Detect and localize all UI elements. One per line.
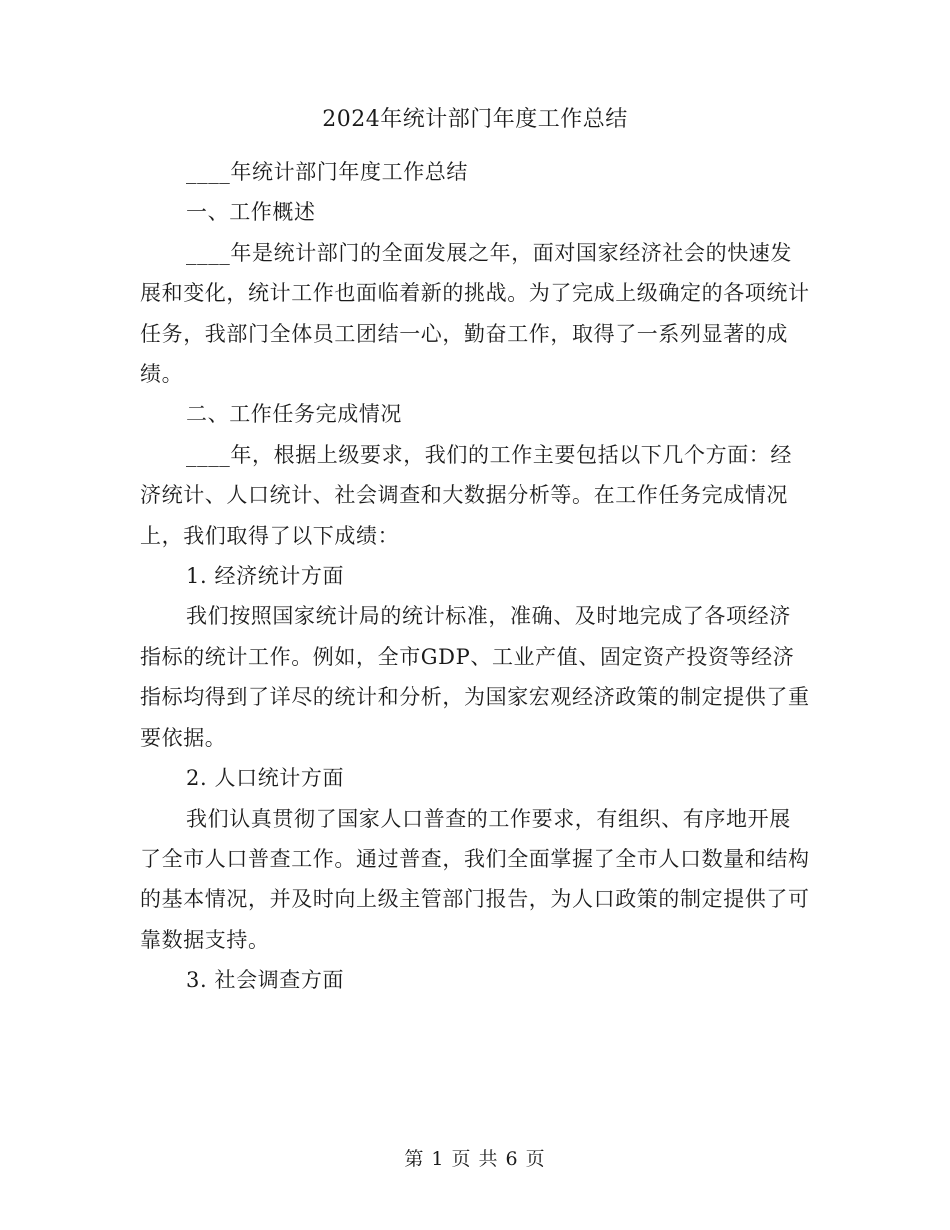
- subsection-heading-economic: 1. 经济统计方面: [186, 564, 345, 589]
- section-heading-overview: 一、工作概述: [186, 200, 316, 225]
- subsection-heading-social-survey: 3. 社会调查方面: [186, 968, 345, 993]
- subsection-heading-population: 2. 人口统计方面: [186, 766, 345, 791]
- population-paragraph: 我们认真贯彻了国家人口普查的工作要求，有组织、有序地开展了全市人口普查工作。通过普查，我们全面掌握了全市人口数量和结构的基本情况，并及时向上级主管部门报告，为人口政策的制定提供了可靠数据支持。: [140, 806, 810, 952]
- subtitle-paragraph: ____年统计部门年度工作总结: [186, 160, 468, 184]
- tasks-paragraph: ____年，根据上级要求，我们的工作主要包括以下几个方面：经济统计、人口统计、社会调查和大数据分析等。在工作任务完成情况上，我们取得了以下成绩：: [140, 442, 792, 548]
- overview-paragraph: ____年是统计部门的全面发展之年，面对国家经济社会的快速发展和变化，统计工作也面临着新的挑战。为了完成上级确定的各项统计任务，我部门全体员工团结一心，勤奋工作，取得了一系列显著的成绩。: [140, 240, 810, 387]
- economic-paragraph: 我们按照国家统计局的统计标准，准确、及时地完成了各项经济指标的统计工作。例如，全市GDP、工业产值、固定资产投资等经济指标均得到了详尽的统计和分析，为国家宏观经济政策的制定提供了重要依据。: [140, 604, 810, 750]
- document-body: [140, 152, 812, 1001]
- page-footer: 第 1 页 共 6 页: [404, 1148, 546, 1170]
- section-heading-tasks: 二、工作任务完成情况: [186, 402, 402, 427]
- document-title: 2024年统计部门年度工作总结: [322, 107, 628, 132]
